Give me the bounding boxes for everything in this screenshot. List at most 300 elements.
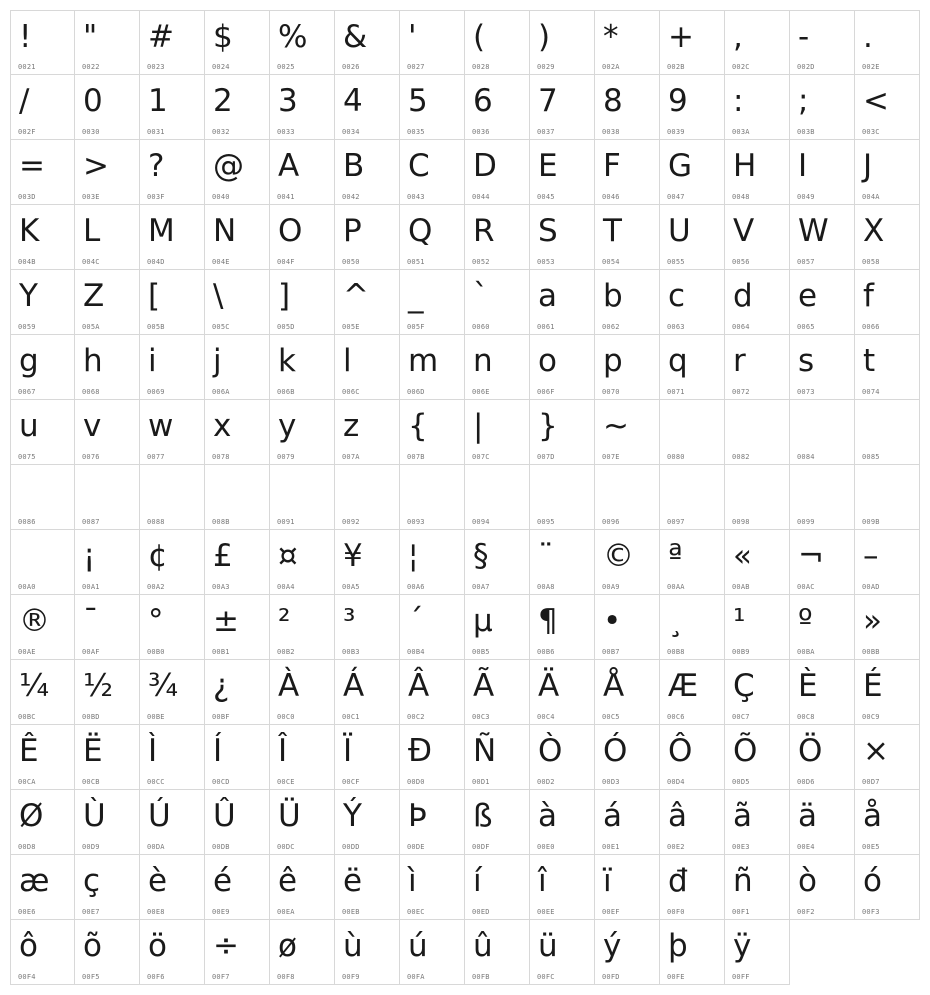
glyph-codepoint: 00F9 bbox=[342, 973, 360, 981]
glyph-cell[interactable] bbox=[530, 725, 595, 790]
glyph-char: C bbox=[408, 148, 430, 184]
glyph-cell[interactable] bbox=[595, 660, 660, 725]
glyph-cell[interactable] bbox=[205, 10, 270, 75]
glyph-cell[interactable] bbox=[140, 270, 205, 335]
glyph-cell[interactable] bbox=[75, 335, 140, 400]
glyph-cell[interactable] bbox=[465, 335, 530, 400]
glyph-char: Ç bbox=[733, 668, 755, 704]
glyph-cell[interactable] bbox=[205, 790, 270, 855]
glyph-cell[interactable] bbox=[10, 335, 75, 400]
glyph-cell[interactable] bbox=[400, 725, 465, 790]
glyph-codepoint: 002C bbox=[732, 63, 750, 71]
glyph-char: ) bbox=[538, 19, 551, 55]
glyph-cell[interactable] bbox=[660, 10, 725, 75]
glyph-cell[interactable] bbox=[725, 465, 790, 530]
glyph-cell[interactable] bbox=[10, 725, 75, 790]
glyph-codepoint: 00EF bbox=[602, 908, 620, 916]
glyph-char: ± bbox=[213, 603, 239, 639]
glyph-cell[interactable] bbox=[660, 465, 725, 530]
glyph-char: Ô bbox=[668, 733, 693, 769]
glyph-cell[interactable] bbox=[530, 270, 595, 335]
glyph-cell[interactable] bbox=[595, 400, 660, 465]
glyph-cell[interactable] bbox=[855, 75, 920, 140]
glyph-cell[interactable] bbox=[270, 400, 335, 465]
glyph-cell[interactable] bbox=[205, 400, 270, 465]
glyph-codepoint: 00B1 bbox=[212, 648, 230, 656]
glyph-cell[interactable] bbox=[465, 660, 530, 725]
glyph-cell[interactable] bbox=[465, 465, 530, 530]
glyph-cell[interactable] bbox=[205, 75, 270, 140]
glyph-cell[interactable] bbox=[530, 75, 595, 140]
glyph-cell[interactable] bbox=[140, 595, 205, 660]
glyph-cell[interactable] bbox=[530, 140, 595, 205]
glyph-cell[interactable] bbox=[790, 335, 855, 400]
glyph-codepoint: 00C2 bbox=[407, 713, 425, 721]
glyph-char: K bbox=[19, 213, 40, 249]
glyph-cell[interactable] bbox=[400, 920, 465, 985]
glyph-cell[interactable] bbox=[140, 205, 205, 270]
glyph-cell[interactable] bbox=[855, 855, 920, 920]
glyph-cell[interactable] bbox=[75, 920, 140, 985]
glyph-cell[interactable] bbox=[790, 140, 855, 205]
glyph-codepoint: 00DA bbox=[147, 843, 165, 851]
glyph-cell[interactable] bbox=[140, 465, 205, 530]
glyph-char: p bbox=[603, 343, 623, 379]
glyph-cell[interactable] bbox=[10, 595, 75, 660]
glyph-cell[interactable] bbox=[790, 660, 855, 725]
glyph-char: ó bbox=[863, 863, 882, 899]
glyph-char: ° bbox=[148, 603, 164, 639]
glyph-cell[interactable] bbox=[465, 855, 530, 920]
glyph-cell[interactable] bbox=[10, 400, 75, 465]
glyph-codepoint: 0029 bbox=[537, 63, 555, 71]
glyph-cell[interactable] bbox=[335, 790, 400, 855]
glyph-cell[interactable] bbox=[335, 205, 400, 270]
glyph-cell[interactable] bbox=[75, 10, 140, 75]
glyph-cell[interactable] bbox=[790, 465, 855, 530]
glyph-cell[interactable] bbox=[790, 855, 855, 920]
glyph-char: » bbox=[863, 603, 882, 639]
glyph-codepoint: 00F0 bbox=[667, 908, 685, 916]
glyph-cell[interactable] bbox=[10, 10, 75, 75]
glyph-codepoint: 003A bbox=[732, 128, 750, 136]
glyph-cell[interactable] bbox=[595, 270, 660, 335]
glyph-cell[interactable] bbox=[10, 660, 75, 725]
glyph-cell[interactable] bbox=[75, 400, 140, 465]
glyph-cell[interactable] bbox=[465, 205, 530, 270]
glyph-codepoint: 00AA bbox=[667, 583, 685, 591]
glyph-codepoint: 0048 bbox=[732, 193, 750, 201]
glyph-cell[interactable] bbox=[595, 920, 660, 985]
glyph-cell[interactable] bbox=[140, 10, 205, 75]
glyph-cell[interactable] bbox=[725, 400, 790, 465]
glyph-cell[interactable] bbox=[335, 725, 400, 790]
glyph-cell[interactable] bbox=[75, 790, 140, 855]
glyph-codepoint: 007B bbox=[407, 453, 425, 461]
glyph-cell[interactable] bbox=[400, 270, 465, 335]
glyph-char: ê bbox=[278, 863, 298, 899]
glyph-cell[interactable] bbox=[790, 530, 855, 595]
glyph-codepoint: 00FE bbox=[667, 973, 685, 981]
glyph-char: Í bbox=[213, 733, 223, 769]
glyph-cell[interactable] bbox=[725, 530, 790, 595]
glyph-char: Ó bbox=[603, 733, 628, 769]
glyph-char: Y bbox=[19, 278, 38, 314]
glyph-char: ü bbox=[538, 928, 558, 964]
glyph-char: / bbox=[19, 83, 30, 119]
glyph-cell[interactable] bbox=[530, 400, 595, 465]
glyph-char: u bbox=[19, 408, 39, 444]
glyph-cell[interactable] bbox=[140, 530, 205, 595]
glyph-cell[interactable] bbox=[660, 270, 725, 335]
glyph-cell[interactable] bbox=[335, 400, 400, 465]
glyph-cell[interactable] bbox=[10, 465, 75, 530]
glyph-cell[interactable] bbox=[335, 855, 400, 920]
glyph-codepoint: 00D4 bbox=[667, 778, 685, 786]
glyph-cell[interactable] bbox=[140, 400, 205, 465]
glyph-char: m bbox=[408, 343, 439, 379]
glyph-cell[interactable] bbox=[595, 790, 660, 855]
glyph-cell[interactable] bbox=[400, 10, 465, 75]
glyph-cell[interactable] bbox=[725, 75, 790, 140]
glyph-cell[interactable] bbox=[725, 10, 790, 75]
glyph-cell[interactable] bbox=[400, 660, 465, 725]
glyph-cell[interactable] bbox=[660, 855, 725, 920]
glyph-cell[interactable] bbox=[400, 75, 465, 140]
glyph-cell[interactable] bbox=[660, 530, 725, 595]
glyph-cell[interactable] bbox=[205, 660, 270, 725]
glyph-cell[interactable] bbox=[790, 205, 855, 270]
glyph-cell[interactable] bbox=[725, 725, 790, 790]
glyph-cell[interactable] bbox=[335, 595, 400, 660]
glyph-cell[interactable] bbox=[140, 855, 205, 920]
glyph-codepoint: 0059 bbox=[18, 323, 36, 331]
glyph-cell[interactable] bbox=[465, 140, 530, 205]
glyph-cell[interactable] bbox=[10, 140, 75, 205]
glyph-cell[interactable] bbox=[400, 400, 465, 465]
glyph-cell[interactable] bbox=[855, 595, 920, 660]
glyph-cell[interactable] bbox=[205, 205, 270, 270]
glyph-cell[interactable] bbox=[595, 75, 660, 140]
glyph-char: i bbox=[148, 343, 157, 379]
glyph-codepoint: 00A2 bbox=[147, 583, 165, 591]
glyph-cell[interactable] bbox=[335, 75, 400, 140]
glyph-codepoint: 004A bbox=[862, 193, 880, 201]
glyph-cell[interactable] bbox=[790, 400, 855, 465]
glyph-codepoint: 004B bbox=[18, 258, 36, 266]
glyph-cell[interactable] bbox=[855, 530, 920, 595]
glyph-codepoint: 0042 bbox=[342, 193, 360, 201]
glyph-cell[interactable] bbox=[790, 75, 855, 140]
glyph-cell[interactable] bbox=[270, 595, 335, 660]
glyph-cell[interactable] bbox=[790, 595, 855, 660]
glyph-cell[interactable] bbox=[465, 920, 530, 985]
glyph-cell[interactable] bbox=[465, 270, 530, 335]
glyph-cell[interactable] bbox=[400, 140, 465, 205]
glyph-cell[interactable] bbox=[10, 205, 75, 270]
glyph-char: D bbox=[473, 148, 497, 184]
glyph-codepoint: 0033 bbox=[277, 128, 295, 136]
glyph-cell[interactable] bbox=[270, 465, 335, 530]
glyph-char: ¶ bbox=[538, 603, 558, 639]
glyph-codepoint: 0073 bbox=[797, 388, 815, 396]
glyph-char: Z bbox=[83, 278, 105, 314]
glyph-cell[interactable] bbox=[205, 725, 270, 790]
glyph-cell[interactable] bbox=[10, 920, 75, 985]
glyph-cell[interactable] bbox=[335, 465, 400, 530]
glyph-cell[interactable] bbox=[660, 140, 725, 205]
glyph-cell[interactable] bbox=[660, 205, 725, 270]
glyph-char: M bbox=[148, 213, 175, 249]
glyph-codepoint: 003E bbox=[82, 193, 100, 201]
glyph-cell[interactable] bbox=[855, 725, 920, 790]
glyph-char: 6 bbox=[473, 83, 493, 119]
glyph-cell[interactable] bbox=[595, 335, 660, 400]
glyph-codepoint: 00E1 bbox=[602, 843, 620, 851]
glyph-cell[interactable] bbox=[660, 75, 725, 140]
glyph-cell[interactable] bbox=[530, 10, 595, 75]
glyph-cell[interactable] bbox=[400, 205, 465, 270]
glyph-cell[interactable] bbox=[75, 270, 140, 335]
glyph-cell[interactable] bbox=[855, 270, 920, 335]
glyph-cell[interactable] bbox=[790, 790, 855, 855]
glyph-cell[interactable] bbox=[10, 855, 75, 920]
glyph-cell[interactable] bbox=[335, 10, 400, 75]
glyph-cell[interactable] bbox=[270, 920, 335, 985]
glyph-char: í bbox=[473, 863, 482, 899]
glyph-codepoint: 0022 bbox=[82, 63, 100, 71]
glyph-codepoint: 0037 bbox=[537, 128, 555, 136]
glyph-codepoint: 007C bbox=[472, 453, 490, 461]
glyph-cell[interactable] bbox=[140, 660, 205, 725]
glyph-char: ì bbox=[408, 863, 417, 899]
glyph-cell[interactable] bbox=[75, 725, 140, 790]
glyph-char: Õ bbox=[733, 733, 758, 769]
glyph-cell[interactable] bbox=[530, 595, 595, 660]
glyph-cell[interactable] bbox=[400, 465, 465, 530]
glyph-cell[interactable] bbox=[725, 920, 790, 985]
glyph-cell[interactable] bbox=[205, 465, 270, 530]
glyph-cell[interactable] bbox=[400, 595, 465, 660]
glyph-char: f bbox=[863, 278, 874, 314]
glyph-codepoint: 00A7 bbox=[472, 583, 490, 591]
glyph-codepoint: 00A9 bbox=[602, 583, 620, 591]
glyph-cell[interactable] bbox=[10, 270, 75, 335]
glyph-cell[interactable] bbox=[335, 335, 400, 400]
glyph-cell[interactable] bbox=[725, 660, 790, 725]
glyph-cell[interactable] bbox=[75, 205, 140, 270]
glyph-cell[interactable] bbox=[75, 530, 140, 595]
glyph-cell[interactable] bbox=[725, 595, 790, 660]
glyph-cell[interactable] bbox=[855, 790, 920, 855]
glyph-cell[interactable] bbox=[660, 790, 725, 855]
glyph-char: ¹ bbox=[733, 603, 746, 639]
glyph-cell[interactable] bbox=[465, 790, 530, 855]
glyph-cell[interactable] bbox=[205, 595, 270, 660]
glyph-codepoint: 0052 bbox=[472, 258, 490, 266]
glyph-cell[interactable] bbox=[140, 75, 205, 140]
glyph-cell[interactable] bbox=[10, 790, 75, 855]
glyph-cell[interactable] bbox=[465, 75, 530, 140]
glyph-cell[interactable] bbox=[790, 10, 855, 75]
glyph-codepoint: 00FA bbox=[407, 973, 425, 981]
glyph-cell[interactable] bbox=[75, 855, 140, 920]
glyph-cell[interactable] bbox=[270, 270, 335, 335]
glyph-cell[interactable] bbox=[270, 335, 335, 400]
glyph-cell[interactable] bbox=[400, 855, 465, 920]
glyph-cell[interactable] bbox=[855, 335, 920, 400]
glyph-cell[interactable] bbox=[10, 530, 75, 595]
glyph-cell[interactable] bbox=[335, 660, 400, 725]
glyph-cell[interactable] bbox=[400, 530, 465, 595]
glyph-codepoint: 0088 bbox=[147, 518, 165, 526]
glyph-char: Ö bbox=[798, 733, 823, 769]
glyph-cell[interactable] bbox=[725, 335, 790, 400]
glyph-cell[interactable] bbox=[465, 595, 530, 660]
glyph-cell[interactable] bbox=[270, 660, 335, 725]
glyph-codepoint: 0051 bbox=[407, 258, 425, 266]
glyph-cell[interactable] bbox=[205, 920, 270, 985]
glyph-cell[interactable] bbox=[855, 465, 920, 530]
glyph-cell[interactable] bbox=[270, 140, 335, 205]
glyph-cell[interactable] bbox=[855, 400, 920, 465]
glyph-cell[interactable] bbox=[530, 205, 595, 270]
glyph-codepoint: 0097 bbox=[667, 518, 685, 526]
glyph-cell[interactable] bbox=[465, 10, 530, 75]
glyph-codepoint: 00DB bbox=[212, 843, 230, 851]
glyph-codepoint: 00E3 bbox=[732, 843, 750, 851]
glyph-cell[interactable] bbox=[140, 725, 205, 790]
glyph-cell[interactable] bbox=[790, 270, 855, 335]
glyph-cell[interactable] bbox=[205, 855, 270, 920]
glyph-cell[interactable] bbox=[270, 855, 335, 920]
glyph-char: ¸ bbox=[668, 603, 684, 639]
glyph-cell[interactable] bbox=[855, 660, 920, 725]
glyph-cell[interactable] bbox=[335, 140, 400, 205]
glyph-char: £ bbox=[213, 538, 233, 574]
glyph-cell[interactable] bbox=[75, 140, 140, 205]
glyph-cell[interactable] bbox=[595, 595, 660, 660]
glyph-cell[interactable] bbox=[75, 595, 140, 660]
glyph-cell[interactable] bbox=[270, 10, 335, 75]
glyph-codepoint: 0041 bbox=[277, 193, 295, 201]
glyph-cell[interactable] bbox=[335, 270, 400, 335]
glyph-cell[interactable] bbox=[205, 530, 270, 595]
glyph-char: î bbox=[538, 863, 547, 899]
glyph-cell[interactable] bbox=[855, 140, 920, 205]
glyph-cell[interactable] bbox=[140, 335, 205, 400]
glyph-codepoint: 0093 bbox=[407, 518, 425, 526]
glyph-char: < bbox=[863, 83, 889, 119]
glyph-cell[interactable] bbox=[790, 725, 855, 790]
glyph-cell[interactable] bbox=[595, 530, 660, 595]
glyph-cell[interactable] bbox=[140, 920, 205, 985]
glyph-cell[interactable] bbox=[140, 140, 205, 205]
glyph-codepoint: 0079 bbox=[277, 453, 295, 461]
glyph-cell[interactable] bbox=[595, 725, 660, 790]
glyph-cell[interactable] bbox=[335, 530, 400, 595]
glyph-cell[interactable] bbox=[270, 530, 335, 595]
glyph-cell[interactable] bbox=[855, 205, 920, 270]
glyph-char: ] bbox=[278, 278, 291, 314]
glyph-cell[interactable] bbox=[530, 530, 595, 595]
glyph-cell[interactable] bbox=[660, 335, 725, 400]
glyph-codepoint: 0074 bbox=[862, 388, 880, 396]
glyph-cell[interactable] bbox=[595, 855, 660, 920]
glyph-codepoint: 004D bbox=[147, 258, 165, 266]
glyph-char: N bbox=[213, 213, 237, 249]
glyph-cell[interactable] bbox=[205, 270, 270, 335]
glyph-cell[interactable] bbox=[400, 790, 465, 855]
glyph-cell[interactable] bbox=[530, 660, 595, 725]
glyph-cell[interactable] bbox=[725, 140, 790, 205]
glyph-cell[interactable] bbox=[205, 140, 270, 205]
glyph-codepoint: 00CC bbox=[147, 778, 165, 786]
glyph-cell[interactable] bbox=[725, 270, 790, 335]
glyph-codepoint: 00E0 bbox=[537, 843, 555, 851]
glyph-cell[interactable] bbox=[270, 75, 335, 140]
glyph-cell[interactable] bbox=[335, 920, 400, 985]
glyph-char: è bbox=[148, 863, 168, 899]
glyph-cell[interactable] bbox=[855, 10, 920, 75]
glyph-codepoint: 0040 bbox=[212, 193, 230, 201]
glyph-codepoint: 0030 bbox=[82, 128, 100, 136]
glyph-cell[interactable] bbox=[465, 530, 530, 595]
glyph-cell[interactable] bbox=[400, 335, 465, 400]
glyph-char: ½ bbox=[83, 668, 114, 704]
glyph-cell[interactable] bbox=[660, 660, 725, 725]
glyph-codepoint: 002A bbox=[602, 63, 620, 71]
glyph-cell[interactable] bbox=[270, 725, 335, 790]
glyph-cell[interactable] bbox=[530, 855, 595, 920]
glyph-cell[interactable] bbox=[465, 725, 530, 790]
glyph-cell[interactable] bbox=[270, 790, 335, 855]
glyph-cell[interactable] bbox=[75, 660, 140, 725]
glyph-cell[interactable] bbox=[595, 205, 660, 270]
glyph-cell[interactable] bbox=[75, 75, 140, 140]
glyph-cell[interactable] bbox=[530, 465, 595, 530]
glyph-cell[interactable] bbox=[75, 465, 140, 530]
glyph-cell[interactable] bbox=[465, 400, 530, 465]
glyph-cell[interactable] bbox=[660, 725, 725, 790]
glyph-char: y bbox=[278, 408, 297, 444]
glyph-cell[interactable] bbox=[595, 140, 660, 205]
glyph-cell[interactable] bbox=[725, 790, 790, 855]
glyph-cell[interactable] bbox=[725, 855, 790, 920]
glyph-codepoint: 0092 bbox=[342, 518, 360, 526]
glyph-cell[interactable] bbox=[660, 595, 725, 660]
glyph-cell[interactable] bbox=[725, 205, 790, 270]
glyph-codepoint: 00F3 bbox=[862, 908, 880, 916]
glyph-codepoint: 0028 bbox=[472, 63, 490, 71]
glyph-cell[interactable] bbox=[270, 205, 335, 270]
glyph-cell[interactable] bbox=[140, 790, 205, 855]
glyph-cell[interactable] bbox=[530, 790, 595, 855]
glyph-cell[interactable] bbox=[530, 335, 595, 400]
glyph-cell[interactable] bbox=[660, 920, 725, 985]
glyph-char: 4 bbox=[343, 83, 363, 119]
glyph-cell[interactable] bbox=[595, 10, 660, 75]
glyph-codepoint: 00F2 bbox=[797, 908, 815, 916]
glyph-codepoint: 00C7 bbox=[732, 713, 750, 721]
glyph-cell[interactable] bbox=[660, 400, 725, 465]
glyph-cell[interactable] bbox=[595, 465, 660, 530]
glyph-cell[interactable] bbox=[530, 920, 595, 985]
glyph-cell[interactable] bbox=[10, 75, 75, 140]
glyph-cell[interactable] bbox=[205, 335, 270, 400]
glyph-codepoint: 0086 bbox=[18, 518, 36, 526]
glyph-codepoint: 00D5 bbox=[732, 778, 750, 786]
